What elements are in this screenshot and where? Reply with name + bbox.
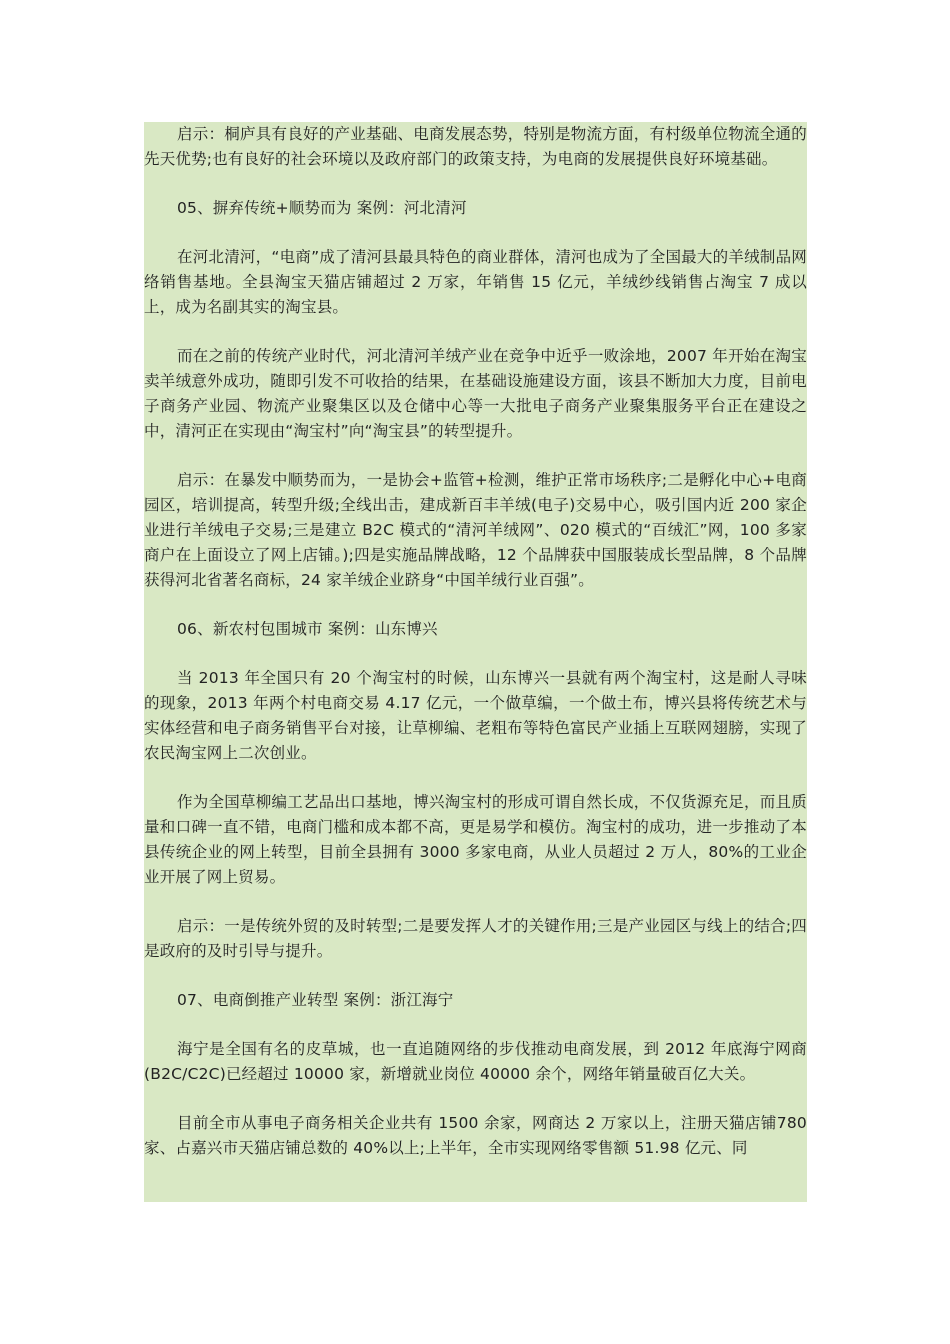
paragraph-haining-detail: 目前全市从事电子商务相关企业共有 1500 余家，网商达 2 万家以上，注册天猫店铺780 家、占嘉兴市天猫店铺总数的 40%以上;上半年，全市实现网络零售额 51.98 亿元、同 [144, 1114, 807, 1157]
highlighted-text-block [144, 122, 807, 1202]
paragraph-haining-intro: 海宁是全国有名的皮草城，也一直追随网络的步伐推动电商发展，到 2012 年底海宁网商(B2C/C2C)已经超过 10000 家，新增就业岗位 40000 余个，网络年销量破百亿大关。 [144, 1040, 807, 1083]
section-heading-07: 07、电商倒推产业转型 案例：浙江海宁 [177, 991, 454, 1009]
section-heading-06: 06、新农村包围城市 案例：山东博兴 [177, 620, 438, 638]
section-heading-05: 05、摒弃传统+顺势而为 案例：河北清河 [177, 199, 467, 217]
paragraph-boxing-intro: 当 2013 年全国只有 20 个淘宝村的时候，山东博兴一县就有两个淘宝村，这是耐人寻味的现象，2013 年两个村电商交易 4.17 亿元，一个做草编，一个做土布，博兴县将传统艺术与实体经营和电子商务销售平台对接，让草柳编、老粗布等特色富民产业插上互联网翅膀，实现了农民淘宝网上二次创业。 [144, 669, 807, 762]
paragraph-qinghe-intro: 在河北清河，“电商”成了清河县最具特色的商业群体，清河也成为了全国最大的羊绒制品网络销售基地。全县淘宝天猫店铺超过 2 万家，年销售 15 亿元，羊绒纱线销售占淘宝 7 成以上，成为名副其实的淘宝县。 [144, 248, 807, 316]
paragraph-boxing-insight: 启示：一是传统外贸的及时转型;二是要发挥人才的关键作用;三是产业园区与线上的结合;四是政府的及时引导与提升。 [144, 917, 807, 960]
paragraph-tonglu-insight: 启示：桐庐具有良好的产业基础、电商发展态势，特别是物流方面，有村级单位物流全通的先天优势;也有良好的社会环境以及政府部门的政策支持，为电商的发展提供良好环境基础。 [144, 125, 807, 168]
paragraph-boxing-detail: 作为全国草柳编工艺品出口基地，博兴淘宝村的形成可谓自然长成，不仅货源充足，而且质量和口碑一直不错，电商门槛和成本都不高，更是易学和模仿。淘宝村的成功，进一步推动了本县传统企业的网上转型，目前全县拥有 3000 多家电商，从业人员超过 2 万人，80%的工业企业开展了网上贸易。 [144, 793, 807, 886]
paragraph-qinghe-insight: 启示：在暴发中顺势而为，一是协会+监管+检测，维护正常市场秩序;二是孵化中心+电商园区，培训提高，转型升级;全线出击，建成新百丰羊绒(电子)交易中心，吸引国内近 200 家企业进行羊绒电子交易;三是建立 B2C 模式的“清河羊绒网”、020 模式的“百绒汇”网，100 多家商户在上面设立了网上店铺。);四是实施品牌战略，12 个品牌获中国服装成长型品牌，8 个品牌获得河北省著名商标，24 家羊绒企业跻身“中国羊绒行业百强”。 [144, 471, 807, 589]
paragraph-qinghe-history: 而在之前的传统产业时代，河北清河羊绒产业在竞争中近乎一败涂地，2007 年开始在淘宝卖羊绒意外成功，随即引发不可收拾的结果，在基础设施建设方面，该县不断加大力度，目前电子商务产业园、物流产业聚集区以及仓储中心等一大批电子商务产业聚集服务平台正在建设之中，清河正在实现由“淘宝村”向“淘宝县”的转型提升。 [144, 347, 807, 440]
